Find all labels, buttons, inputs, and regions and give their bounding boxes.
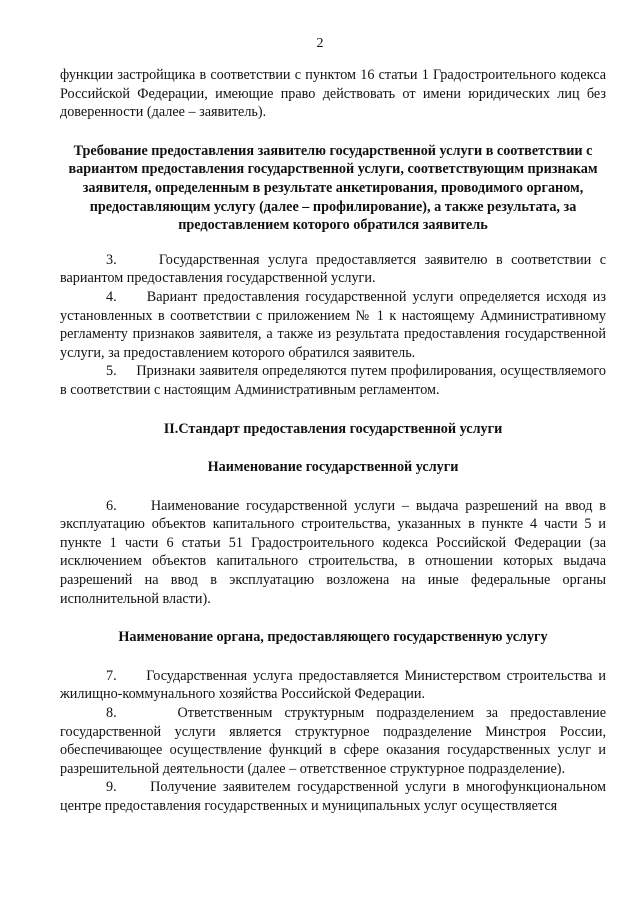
paragraph-8: 8. Ответственным структурным подразделением за предоставление государственной услуги является структурное подразделение Минстроя России, обеспечивающее осуществление функций в сфере оказания государственных услуг и разрешительной деятельности (далее – ответственное структурное подразделение). <box>60 705 606 777</box>
heading-service-name: Наименование государственной услуги <box>207 459 459 476</box>
page-number: 2 <box>316 36 324 51</box>
paragraph-7: 7. Государственная услуга предоставляется Министерством строительства и жилищно-коммунального хозяйства Российской Федерации. <box>60 667 606 703</box>
heading-section-2: II.Стандарт предоставления государственной услуги <box>163 420 503 437</box>
paragraph-9: 9. Получение заявителем государственной услуги в многофункциональном центре предоставления государственных и муниципальных услуг осуществляется <box>60 779 606 814</box>
paragraph-3: 3. Государственная услуга предоставляется заявителю в соответствии с вариантом предоставления государственной услуги. <box>60 251 606 287</box>
paragraph-5: 5. Признаки заявителя определяются путем профилирования, осуществляемого в соответствии с настоящим Административным регламентом. <box>60 363 606 398</box>
heading-profiling: Требование предоставления заявителю государственной услуги в соответствии с вариантом предоставления государственной услуги, соответствующим признакам заявителя, определенным в результате анкетирования, проводимого органом, предоставляющим услугу (далее – профилирование), а также результата, за предоставлением которого обратился заявитель <box>68 142 598 234</box>
heading-authority: Наименование органа, предоставляющего государственную услугу <box>118 629 548 646</box>
paragraph-6: 6. Наименование государственной услуги – выдача разрешений на ввод в эксплуатацию объектов капитального строительства, указанных в пункте 4 части 5 и пункте 1 части 6 статьи 51 Градостроительного кодекса Российской Федерации (за исключением объектов капитального строительства, в отношении которых выдача разрешений на ввод в эксплуатацию возложена на иные федеральные органы исполнительной власти). <box>60 497 606 607</box>
paragraph-4: 4. Вариант предоставления государственной услуги определяется исходя из установленных в соответствии с приложением № 1 к настоящему Административному регламенту признаков заявителя, а также из результата предоставления государственной услуги, за предоставлением которого обратился заявитель. <box>60 288 606 361</box>
document-body <box>60 66 606 816</box>
intro-paragraph: функции застройщика в соответствии с пунктом 16 статьи 1 Градостроительного кодекса Российской Федерации, имеющие право действовать от имени юридических лиц без доверенности (далее – заявитель). <box>60 67 606 121</box>
